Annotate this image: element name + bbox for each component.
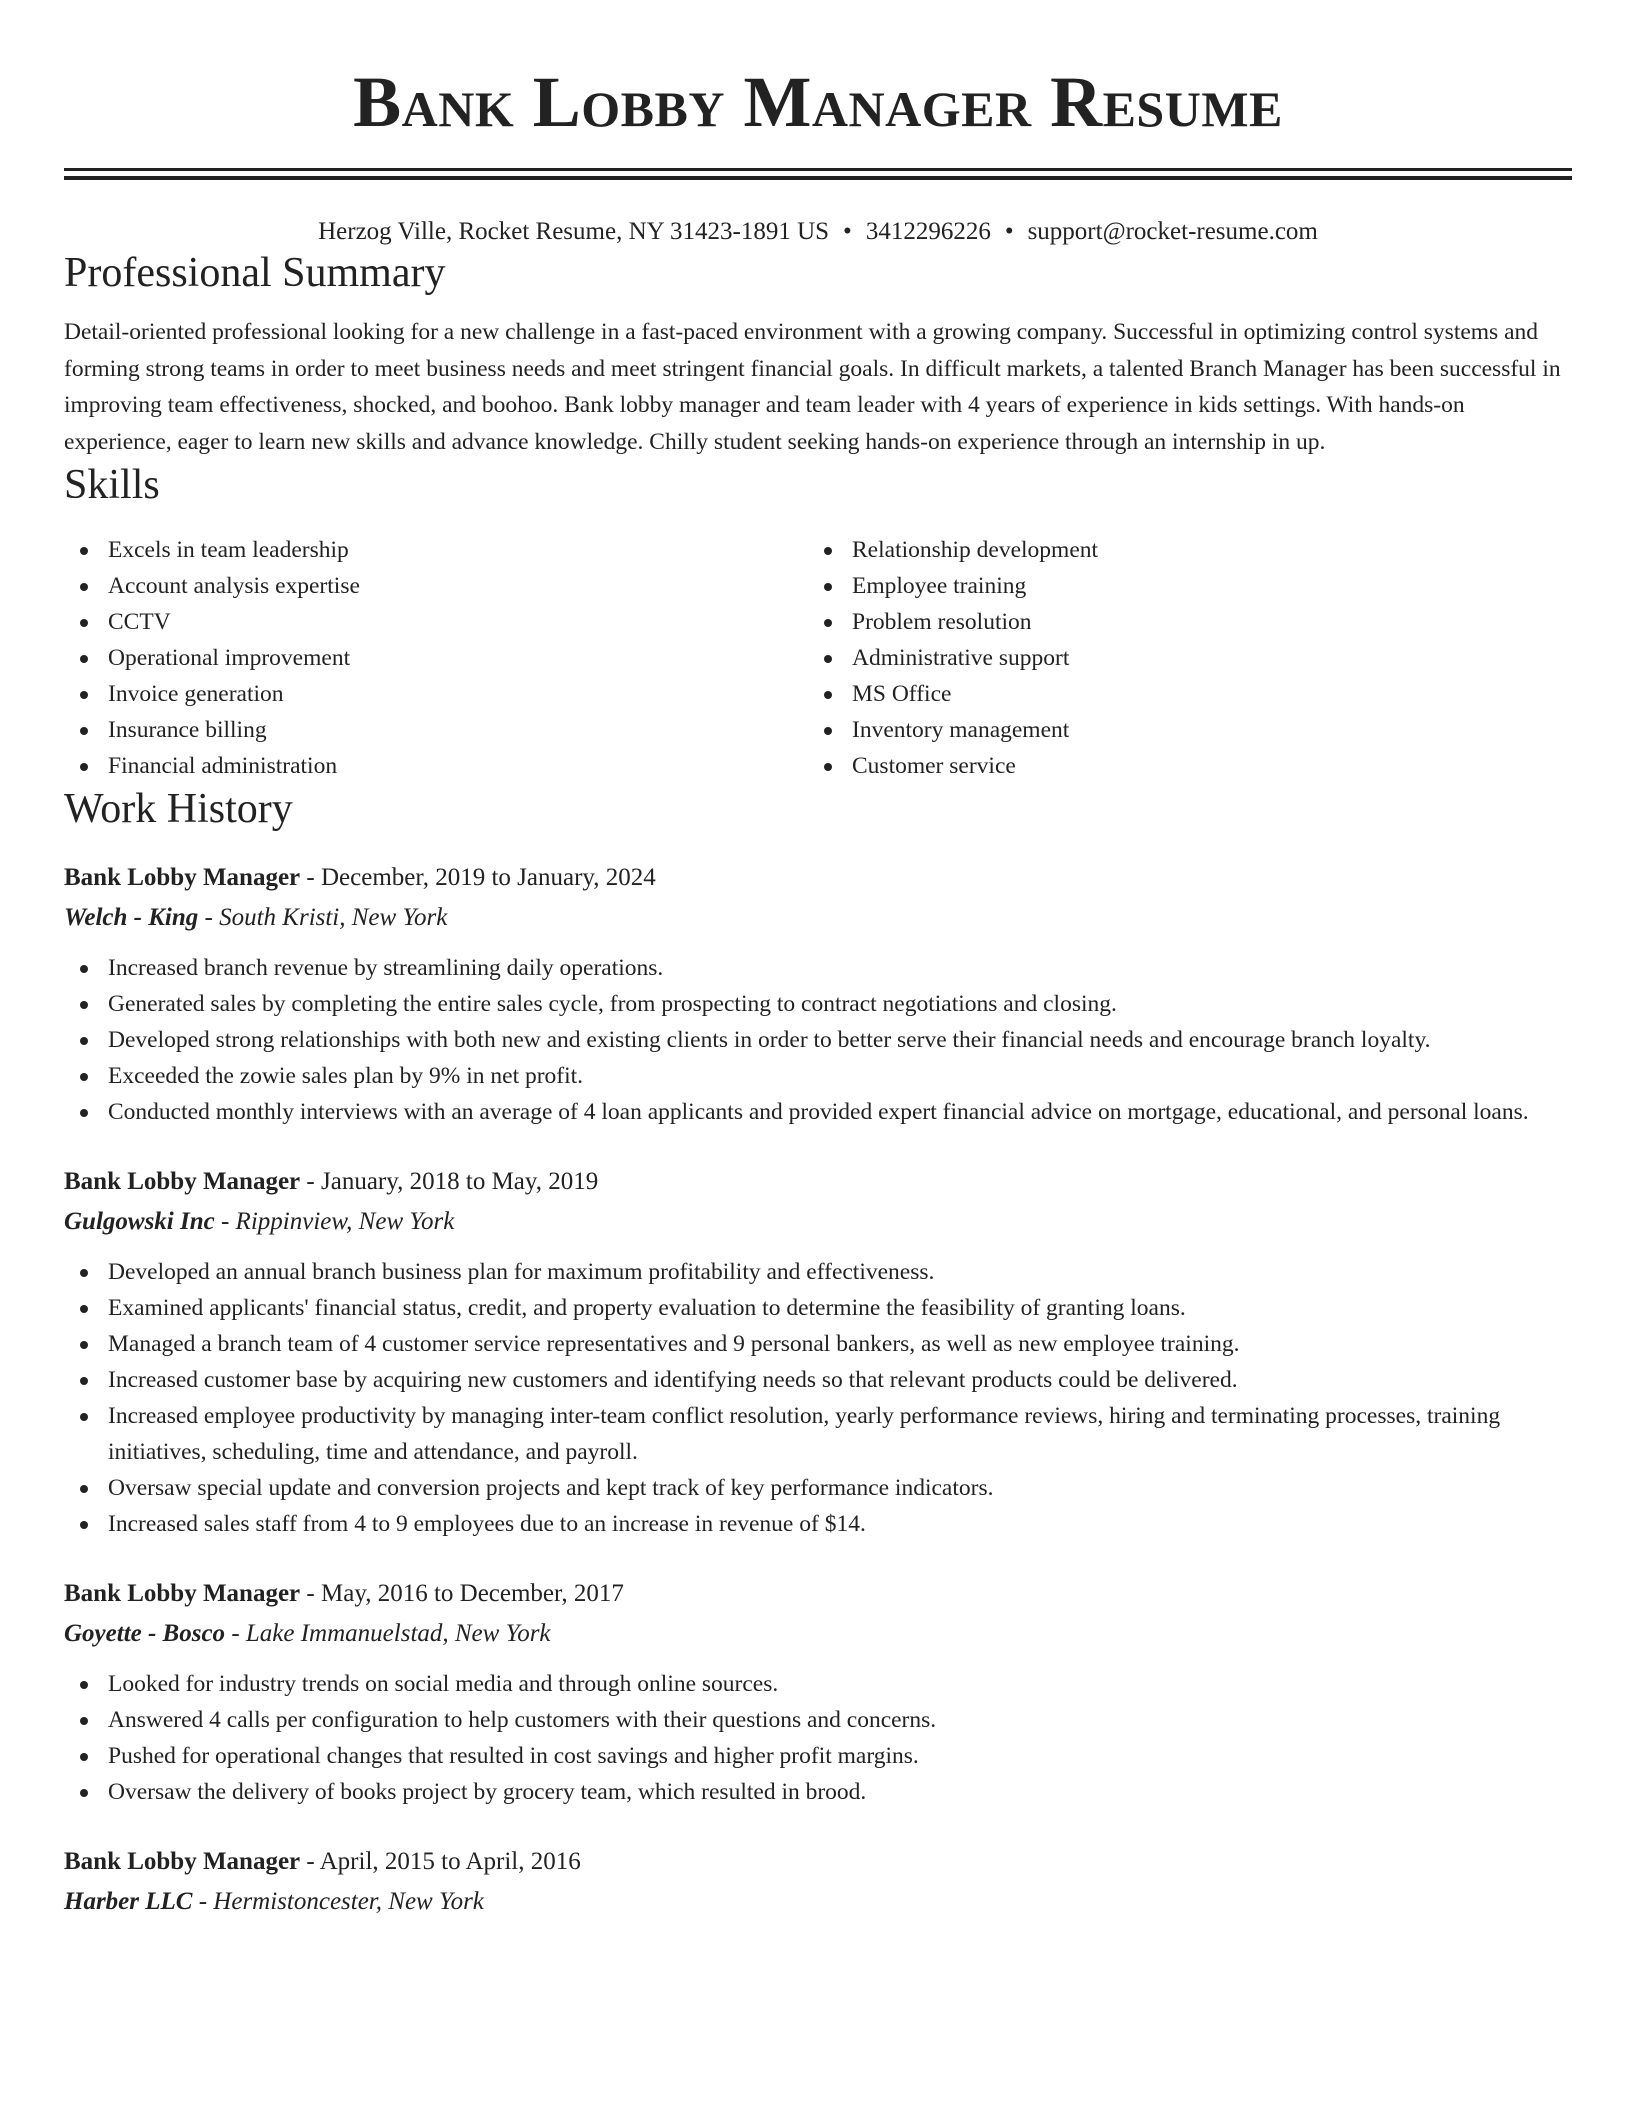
skill-item: Relationship development: [808, 532, 1552, 568]
job-role: Bank Lobby Manager: [64, 1168, 301, 1195]
skill-item: Employee training: [808, 568, 1552, 604]
job-role: Bank Lobby Manager: [64, 1848, 301, 1875]
work-history-heading: Work History: [64, 786, 293, 832]
job-bullet: Increased sales staff from 4 to 9 employees due to an increase in revenue of $14.: [64, 1506, 1572, 1542]
job-company-line: [64, 1204, 1572, 1240]
skill-item: Customer service: [808, 748, 1552, 784]
job-bullet: Looked for industry trends on social media and through online sources.: [64, 1666, 1572, 1702]
title-divider: [64, 166, 1572, 180]
job-location: - Rippinview, New York: [214, 1208, 455, 1235]
skill-item: Insurance billing: [64, 712, 808, 748]
job-bullets: [64, 1254, 1572, 1542]
job-title-line: [64, 1576, 1572, 1612]
job-bullet: Managed a branch team of 4 customer service representatives and 9 personal bankers, as well as new employee training.: [64, 1326, 1572, 1362]
skill-item: MS Office: [808, 676, 1552, 712]
skill-item: Problem resolution: [808, 604, 1552, 640]
summary-text: Detail-oriented professional looking for a new challenge in a fast-paced environment with a growing company. Successful in optimizing control systems and forming strong teams in order to meet business needs and meet stringent financial goals. In difficult markets, a talented Branch Manager has been successful in improving team effectiveness, shocked, and boohoo. Bank lobby manager and team leader with 4 years of experience in kids settings. With hands-on experience, eager to learn new skills and advance knowledge. Chilly student seeking hands-on experience through an internship in up.: [64, 319, 1561, 455]
contact-address: Herzog Ville, Rocket Resume, NY 31423-1891 US: [318, 218, 830, 245]
job-entry: [64, 1576, 1572, 1810]
skills-column-left: [64, 532, 808, 784]
job-company-line: [64, 1616, 1572, 1652]
job-company: Harber LLC: [64, 1888, 193, 1915]
skills-list: [64, 532, 1572, 784]
contact-line: [64, 216, 1572, 248]
work-history-list: [64, 860, 1572, 1920]
skill-item: Financial administration: [64, 748, 808, 784]
job-dates: - April, 2015 to April, 2016: [300, 1848, 581, 1875]
divider-line-thick: [64, 176, 1572, 180]
job-company-line: [64, 1884, 1572, 1920]
job-dates: - May, 2016 to December, 2017: [300, 1580, 624, 1607]
job-dates: - January, 2018 to May, 2019: [300, 1168, 599, 1195]
contact-email: support@rocket-resume.com: [1027, 218, 1318, 245]
job-bullet: Developed an annual branch business plan for maximum profitability and effectiveness.: [64, 1254, 1572, 1290]
job-location: - South Kristi, New York: [198, 904, 448, 931]
skill-item: Administrative support: [808, 640, 1552, 676]
job-title-line: [64, 1844, 1572, 1880]
job-bullet: Generated sales by completing the entire sales cycle, from prospecting to contract negotiations and closing.: [64, 986, 1572, 1022]
skills-heading: Skills: [64, 462, 160, 508]
skill-item: Inventory management: [808, 712, 1552, 748]
job-role: Bank Lobby Manager: [64, 864, 301, 891]
job-role: Bank Lobby Manager: [64, 1580, 301, 1607]
skill-item: Account analysis expertise: [64, 568, 808, 604]
job-bullet: Pushed for operational changes that resulted in cost savings and higher profit margins.: [64, 1738, 1572, 1774]
job-bullet: Answered 4 calls per configuration to help customers with their questions and concerns.: [64, 1702, 1572, 1738]
job-bullet: Examined applicants' financial status, credit, and property evaluation to determine the feasibility of granting loans.: [64, 1290, 1572, 1326]
resume-title: Bank Lobby Manager Resume: [353, 62, 1283, 142]
divider-line-thin: [64, 168, 1572, 171]
job-title-line: [64, 860, 1572, 896]
summary-heading: Professional Summary: [64, 250, 446, 296]
skills-column-right: [808, 532, 1552, 784]
contact-phone: 3412296226: [865, 218, 991, 245]
job-location: - Lake Immanuelstad, New York: [225, 1620, 551, 1647]
job-bullet: Exceeded the zowie sales plan by 9% in net profit.: [64, 1058, 1572, 1094]
job-bullet: Increased customer base by acquiring new customers and identifying needs so that relevant products could be delivered.: [64, 1362, 1572, 1398]
job-bullet: Oversaw special update and conversion projects and kept track of key performance indicators.: [64, 1470, 1572, 1506]
job-company-line: [64, 900, 1572, 936]
job-company: Welch - King: [64, 904, 199, 931]
job-location: - Hermistoncester, New York: [192, 1888, 484, 1915]
job-bullet: Increased employee productivity by managing inter-team conflict resolution, yearly performance reviews, hiring and terminating processes, training initiatives, scheduling, time and attendance, and payroll.: [64, 1398, 1572, 1470]
job-company: Gulgowski Inc: [64, 1208, 215, 1235]
resume-page: [64, 0, 1572, 1920]
job-bullet: Conducted monthly interviews with an average of 4 loan applicants and provided expert financial advice on mortgage, educational, and personal loans.: [64, 1094, 1572, 1130]
job-dates: - December, 2019 to January, 2024: [300, 864, 656, 891]
contact-separator: •: [1004, 218, 1014, 245]
job-bullets: [64, 950, 1572, 1130]
job-bullets: [64, 1666, 1572, 1810]
skill-item: Excels in team leadership: [64, 532, 808, 568]
job-entry: [64, 1164, 1572, 1542]
skill-item: Invoice generation: [64, 676, 808, 712]
job-entry: [64, 860, 1572, 1130]
job-bullet: Increased branch revenue by streamlining daily operations.: [64, 950, 1572, 986]
job-entry: [64, 1844, 1572, 1920]
skill-item: CCTV: [64, 604, 808, 640]
job-title-line: [64, 1164, 1572, 1200]
skill-item: Operational improvement: [64, 640, 808, 676]
job-company: Goyette - Bosco: [64, 1620, 226, 1647]
job-bullet: Oversaw the delivery of books project by grocery team, which resulted in brood.: [64, 1774, 1572, 1810]
contact-separator: •: [843, 218, 852, 245]
job-bullet: Developed strong relationships with both new and existing clients in order to better serve their financial needs and encourage branch loyalty.: [64, 1022, 1572, 1058]
